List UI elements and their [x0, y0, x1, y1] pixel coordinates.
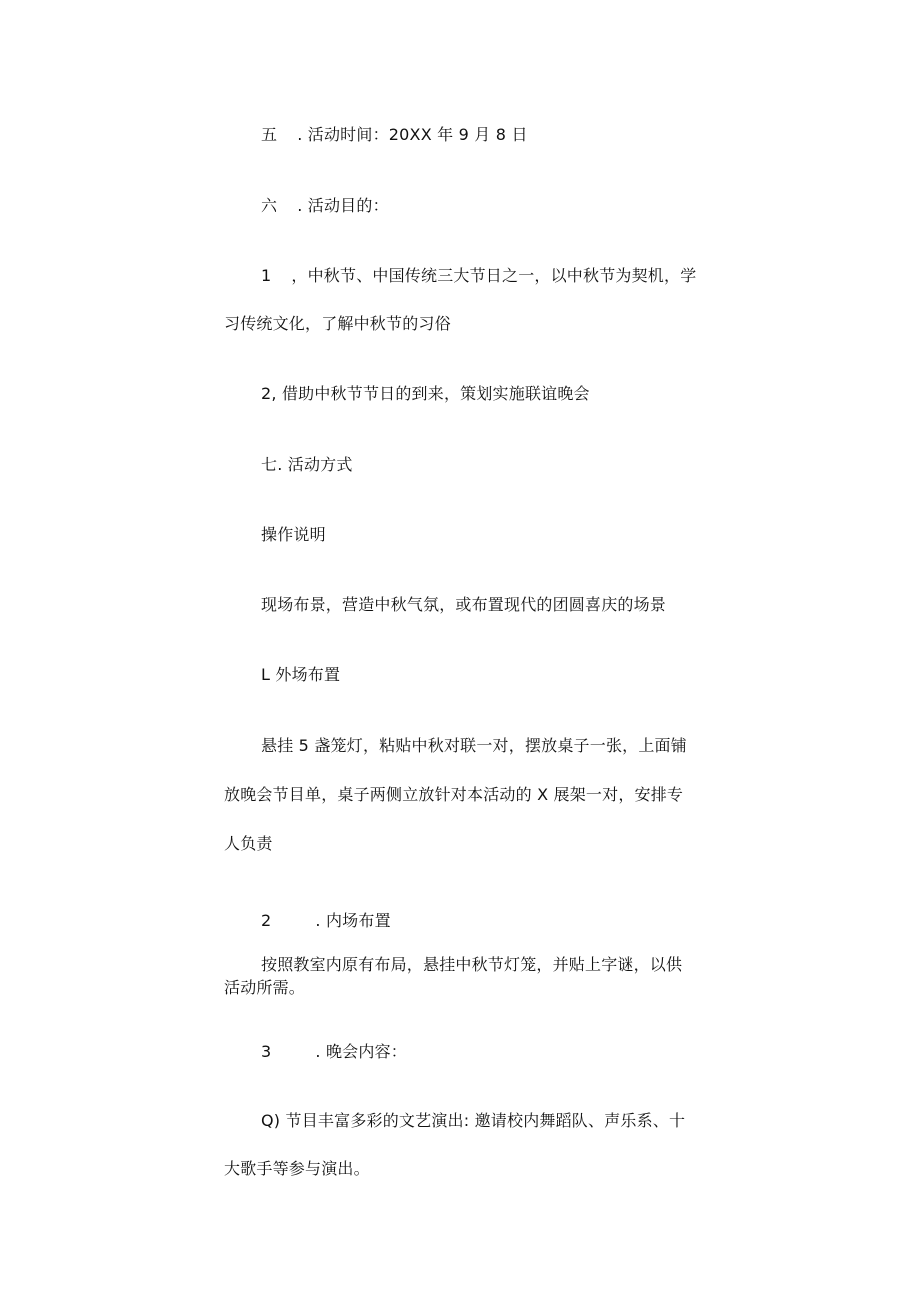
- purpose-2: 2, 借助中秋节节日的到来，策划实施联谊晚会: [261, 384, 590, 403]
- operation-text: 现场布景，营造中秋气氛，或布置现代的团圆喜庆的场景: [261, 595, 667, 614]
- outdoor-setup-line-2: 放晚会节目单，桌子两侧立放针对本活动的 X 展架一对，安排专: [224, 785, 684, 804]
- program-content-heading: [261, 1041, 407, 1063]
- item-text: . 晚会内容：: [315, 1042, 407, 1061]
- item-text: ，中秋节、中国传统三大节日之一，以中秋节为契机，学: [291, 266, 697, 285]
- operation-title: 操作说明: [261, 525, 326, 544]
- indoor-setup-line-2: 活动所需。: [224, 978, 306, 997]
- purpose-1-line-2: 习传统文化，了解中秋节的习俗: [224, 314, 451, 333]
- outdoor-setup-line-3: 人负责: [224, 834, 273, 853]
- section-number: 六: [261, 196, 278, 215]
- item-number: 2: [261, 911, 272, 930]
- outdoor-setup-line-1: 悬挂 5 盏笼灯，粘贴中秋对联一对，摆放桌子一张，上面铺: [261, 736, 687, 755]
- program-content-line-2: 大歌手等参与演出。: [224, 1159, 370, 1178]
- purpose-1-line-1: [261, 265, 696, 287]
- outdoor-setup-heading: L 外场布置: [261, 665, 341, 684]
- section-5-heading: [261, 124, 528, 146]
- indoor-setup-line-1: 按照教室内原有布局，悬挂中秋节灯笼，并贴上字谜，以供: [261, 955, 683, 974]
- section-text: . 活动目的：: [297, 196, 389, 215]
- item-number: 3: [261, 1042, 272, 1061]
- section-text: . 活动时间：20XX 年 9 月 8 日: [297, 125, 528, 144]
- item-number: 1: [261, 266, 272, 285]
- indoor-setup-heading: [261, 910, 391, 932]
- item-text: . 内场布置: [315, 911, 391, 930]
- section-number: 五: [261, 125, 278, 144]
- program-content-line-1: Q) 节目丰富多彩的文艺演出: 邀请校内舞蹈队、声乐系、十: [261, 1111, 686, 1130]
- section-6-heading: [261, 195, 389, 217]
- section-7-heading: 七. 活动方式: [261, 455, 353, 474]
